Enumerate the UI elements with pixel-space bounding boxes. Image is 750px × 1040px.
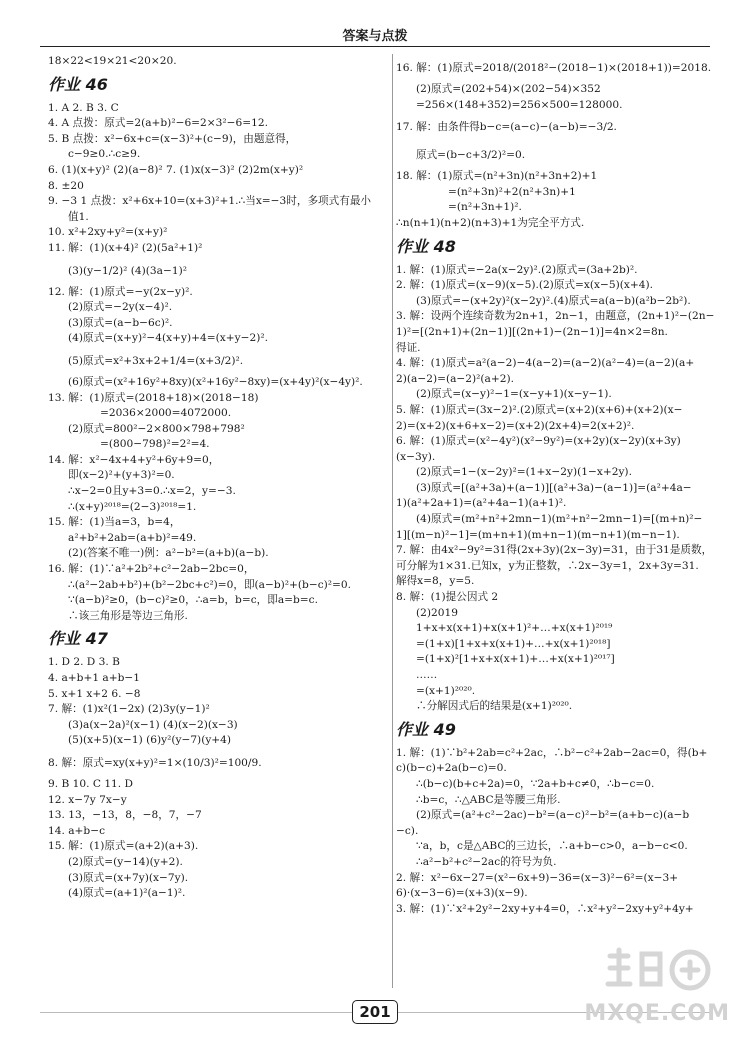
answer-line: 10. x²+2xy+y²=(x+y)² [48, 226, 168, 239]
answer-line: 解得x=8，y=5. [396, 575, 475, 588]
answer-line: 1. 解：(1)∵b²+2ab=c²+2ac，∴b²−c²+2ab−2ac=0，得(b+ [396, 746, 708, 759]
answer-line: 1. A 2. B 3. C [48, 101, 119, 114]
column-divider [392, 54, 393, 988]
answer-line: 8. 解：(1)提公因式 2 [396, 591, 499, 604]
answer-line: 2. 解：x²−6x−27=(x²−6x+9)−36=(x−3)²−6²=(x−3+ [396, 871, 679, 884]
answer-line: …… [416, 669, 438, 681]
answer-line: (2)原式=(a²+c²−2ac)−b²=(a−c)²−b²=(a+b−c)(a−b [416, 809, 690, 822]
answer-line: 5. x+1 x+2 6. −8 [48, 687, 141, 700]
answer-line: 1+x+x(x+1)+x(x+1)²+…+x(x+1)²⁰¹⁹ [416, 622, 613, 635]
answer-line: c−9≥0.∴c≥9. [68, 148, 141, 161]
page-number: 201 [352, 1000, 398, 1024]
answer-line: (2)原式=800²−2×800×798+798² [68, 422, 245, 435]
answer-line: 15. 解：(1)当a=3，b=4， [48, 516, 181, 529]
answer-line: 16. 解：(1)∵a²+2b²+c²−2ab−2bc=0， [48, 563, 255, 576]
answer-line: (4)原式=(a+1)²(a−1)². [68, 887, 186, 900]
answer-line: =(n²+3n+1)². [448, 201, 522, 214]
answer-line: 5. 解：(1)原式=(3x−2)².(2)原式=(x+2)(x+6)+(x+2)(x− [396, 403, 683, 416]
answer-line: 1. D 2. D 3. B [48, 656, 120, 669]
answer-line: (3)a(x−2a)²(x−1) (4)(x−2)(x−3) [68, 718, 238, 731]
answer-line: (6)原式=(x²+16y²+8xy)(x²+16y²−8xy)=(x+4y)²(x−4y)². [68, 375, 363, 388]
answer-line: 1. 解：(1)原式=−2a(x−2y)².(2)原式=(3a+2b)². [396, 263, 638, 276]
answer-line: (3)(y−1/2)² (4)(3a−1)² [68, 264, 187, 277]
answer-line: 3. 解：(1)∵x²+2y²−2xy+y+4=0，∴x²+y²−2xy+y²+4y+ [396, 902, 694, 915]
answer-line: 即(x−2)²+(y+3)²=0. [68, 469, 175, 482]
answer-line: 14. 解：x²−4x+4+y²+6y+9=0， [48, 453, 220, 466]
answer-line: 11. 解：(1)(x+4)² (2)(5a²+1)² [48, 241, 203, 254]
answer-line: 3. 解：设两个连续奇数为2n+1，2n−1，由题意，(2n+1)²−(2n− [396, 310, 715, 323]
answer-line: 1][(m−n)²−1]=(m+n+1)(m+n−1)(m−n+1)(m−n−1). [396, 528, 680, 541]
answer-line: (5)(x+5)(x−1) (6)y²(y−7)(y+4) [68, 734, 232, 747]
section-title-47: 作业 47 [48, 629, 108, 649]
answer-line: 5. B 点拨：x²−6x+c=(x−3)²+(c−9)，由题意得， [48, 132, 297, 145]
answer-line: 可分解为1×31.已知x，y为正整数，∴2x−3y=1，2x+3y=31. [396, 559, 699, 572]
answer-line: (2)原式=(202+54)×(202−54)×352 [416, 83, 601, 95]
answer-line: 6)·(x−3−6)=(x+3)(x−9). [396, 887, 528, 900]
answer-line: (2)原式=(y−14)(y+2). [68, 855, 183, 868]
answer-line: (4)原式=(x+y)²−4(x+y)+4=(x+y−2)². [68, 332, 268, 345]
answer-line: 9. B 10. C 11. D [48, 777, 134, 790]
answer-line: 14. a+b−c [48, 824, 105, 837]
answer-line: 18×22<19×21<20×20. [48, 55, 177, 67]
answer-line: 1)(a²+2a+1)=(a²+4a−1)(a+1)². [396, 497, 567, 510]
answer-line: 8. ±20 [48, 179, 84, 192]
answer-line: 2)(a−2)=(a−2)²(a+2). [396, 372, 514, 385]
left-column [48, 54, 388, 988]
answer-line: (2)(答案不唯一)例：a²−b²=(a+b)(a−b). [68, 547, 269, 560]
answer-line: 1)²=[(2n+1)+(2n−1)][(2n+1)−(2n−1)]=4n×2=8n. [396, 325, 668, 338]
answer-line: 7. 解：由4x²−9y²=31得(2x+3y)(2x−3y)=31，由于31是质数， [396, 544, 713, 557]
answer-line: (3)原式=−(x+2y)²(x−2y)².(4)原式=a(a−b)(a²b−2b²). [416, 294, 691, 307]
header-title: 答案与点拨 [342, 29, 408, 44]
answer-line: =256×(148+352)=256×500=128000. [416, 98, 623, 111]
right-column [396, 54, 742, 988]
answer-line: 7. 解：(1)x²(1−2x) (2)3y(y−1)² [48, 703, 210, 716]
answer-line: 12. 解：(1)原式=−y(2x−y)². [48, 285, 193, 298]
answer-line: (5)原式=x²+3x+2+1/4=(x+3/2)². [68, 354, 244, 367]
answer-line: (2)2019 [416, 606, 458, 619]
watermark-url: MXQE.COM [584, 1001, 730, 1026]
answer-line: ∴a²−b²+c²−2ac的符号为负. [416, 855, 557, 868]
answer-line: 17. 解：由条件得b−c=(a−c)−(a−b)=−3/2. [396, 121, 617, 134]
answer-line: 4. A 点拨：原式=2(a+b)²−6=2×3²−6=12. [48, 117, 269, 130]
answer-line: c)(b−c)+2a(b−c)=0. [396, 762, 507, 775]
answer-line: (4)原式=(m²+n²+2mn−1)(m²+n²−2mn−1)=[(m+n)²− [416, 513, 703, 526]
answer-line: =(n²+3n)²+2(n²+3n)+1 [448, 185, 576, 198]
answer-line: ∴(a²−2ab+b²)+(b²−2bc+c²)=0，即(a−b)²+(b−c)²=0. [68, 578, 351, 591]
section-title-48: 作业 48 [396, 236, 456, 256]
answer-line: ∴b=c，∴△ABC是等腰三角形. [416, 793, 561, 806]
answer-line: =(x+1)²⁰²⁰. [416, 684, 476, 697]
answer-line: 13. 解：(1)原式=(2018+18)×(2018−18) [48, 391, 259, 404]
answer-line: ∴n(n+1)(n+2)(n+3)+1为完全平方式. [396, 216, 585, 229]
answer-line: −c). [396, 824, 419, 837]
answer-line: =2036×2000=4072000. [100, 407, 232, 420]
answer-line: ∴分解因式后的结果是(x+1)²⁰²⁰. [416, 700, 573, 713]
answer-line: (3)原式=(x+7y)(x−7y). [68, 871, 189, 884]
answer-line: ∵(a−b)²≥0，(b−c)²≥0，∴a=b，b=c，即a=b=c. [68, 594, 318, 607]
answer-line: 6. (1)(x+y)² (2)(a−8)² 7. (1)x(x−3)² (2)2m(x+y)² [48, 163, 304, 176]
answer-line: (2)原式=−2y(x−4)². [68, 301, 173, 314]
answer-line: =(800−798)²=2²=4. [100, 438, 210, 451]
answer-line: 8. 解：原式=xy(x+y)²=1×(10/3)²=100/9. [48, 756, 262, 769]
answer-line: ∵a，b，c是△ABC的三边长，∴a+b−c>0，a−b−c<0. [416, 840, 688, 853]
answer-line: (2)原式=(x−y)²−1=(x−y+1)(x−y−1). [416, 388, 612, 401]
answer-line: 6. 解：(1)原式=(x²−4y²)(x²−9y²)=(x+2y)(x−2y)(x+3y) [396, 435, 681, 448]
answer-line: 4. a+b+1 a+b−1 [48, 672, 141, 684]
answer-line: ∴x−2=0且y+3=0.∴x=2，y=−3. [68, 485, 236, 498]
answer-line: 4. 解：(1)原式=a²(a−2)−4(a−2)=(a−2)(a²−4)=(a−2)(a+ [396, 357, 695, 370]
answer-line: =(1+x)²[1+x+x(x+1)+…+x(x+1)²⁰¹⁷] [416, 653, 615, 666]
answer-line: (3)原式=(a−b−6c)². [68, 316, 173, 329]
answer-line: (2)原式=1−(x−2y)²=(1+x−2y)(1−x+2y). [416, 466, 632, 479]
answer-line: ∴(b−c)(b+c+2a)=0，∵2a+b+c≠0，∴b−c=0. [416, 777, 655, 790]
answer-line: (3)原式=[(a²+3a)+(a−1)][(a²+3a)−(a−1)]=(a²+4a− [416, 481, 692, 494]
answer-line: ∴(x+y)²⁰¹⁸=(2−3)²⁰¹⁸=1. [68, 500, 197, 513]
answer-line: 18. 解：(1)原式=(n²+3n)(n²+3n+2)+1 [396, 170, 598, 183]
answer-line: 12. x−7y 7x−y [48, 793, 127, 806]
answer-line: =(1+x)[1+x+x(x+1)+…+x(x+1)²⁰¹⁸] [416, 637, 611, 650]
answer-line: 2. 解：(1)原式=(x−9)(x−5).(2)原式=x(x−5)(x+4). [396, 279, 653, 292]
answer-line: 值1. [68, 210, 89, 223]
answer-line: 9. −3 1 点拨：x²+6x+10=(x+3)²+1.∴当x=−3时，多项式有最小 [48, 195, 372, 208]
answer-line: 13. 13，−13，8，−8，7，−7 [48, 809, 202, 822]
answer-line: 15. 解：(1)原式=(a+2)(a+3). [48, 840, 199, 853]
section-title-46: 作业 46 [48, 74, 108, 94]
running-header [40, 22, 710, 47]
answer-line: 16. 解：(1)原式=2018/(2018²−(2018−1)×(2018+1))=2018. [396, 62, 712, 74]
answer-line: ∴该三角形是等边三角形. [68, 609, 188, 622]
answer-line: (x−3y). [396, 450, 436, 463]
answer-line: 2)=(x+2)(x+6+x−2)=(x+2)(2x+4)=2(x+2)². [396, 419, 635, 432]
watermark-logo-icon [602, 944, 722, 996]
answer-line: a²+b²+2ab=(a+b)²=49. [68, 531, 197, 544]
section-title-49: 作业 49 [396, 719, 456, 739]
answer-line: 得证. [396, 341, 421, 354]
answer-line: 原式=(b−c+3/2)²=0. [416, 149, 526, 162]
